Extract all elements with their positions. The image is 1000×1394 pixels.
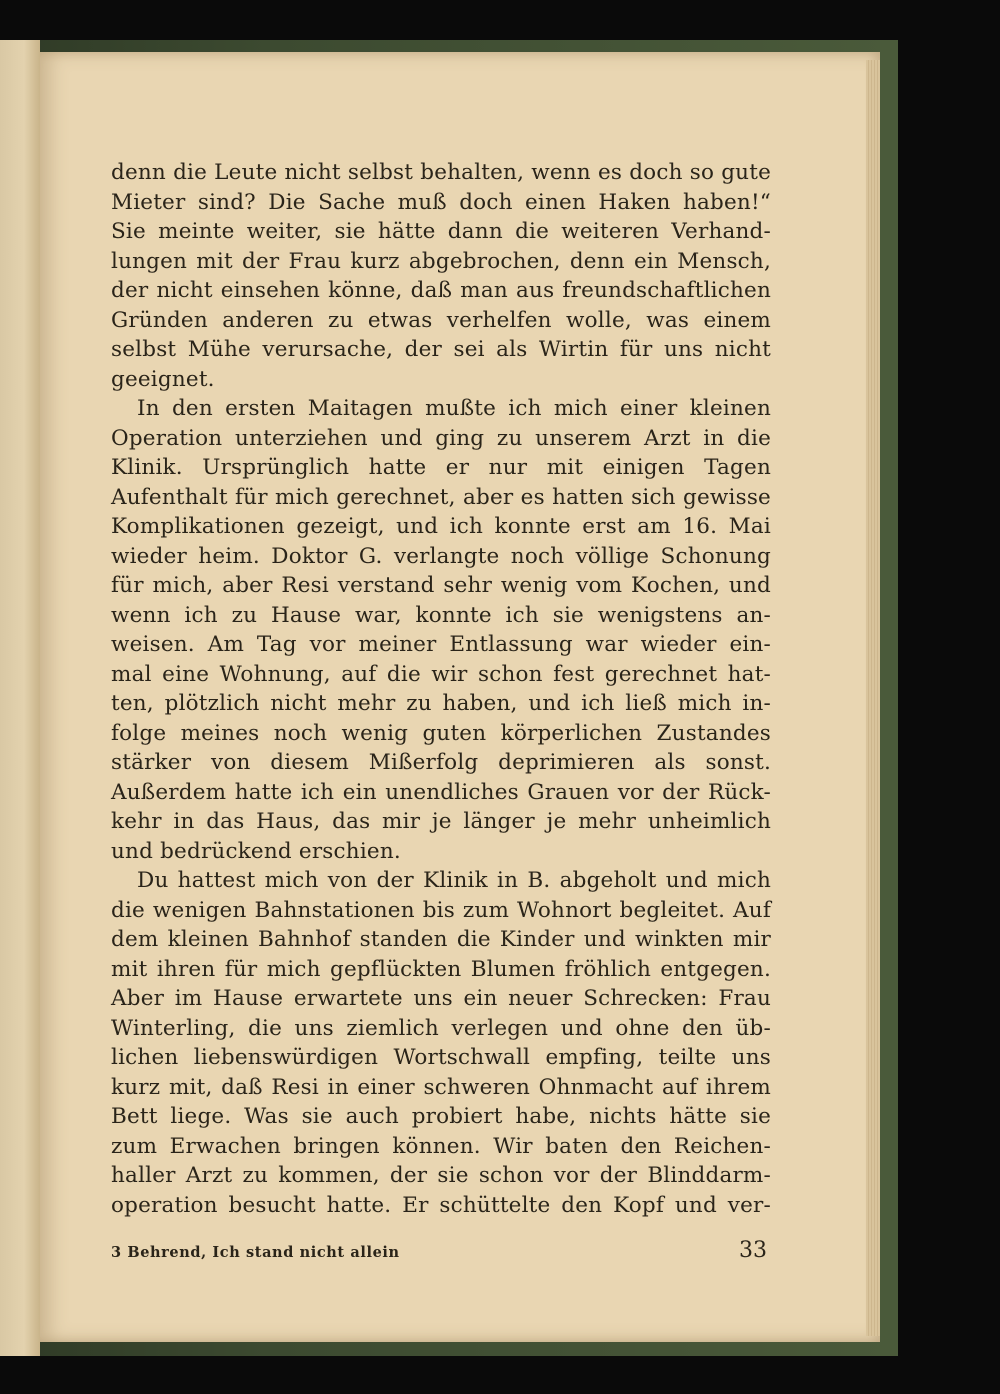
text-line: mal eine Wohnung, auf die wir schon fest gerechnet hat- — [111, 661, 771, 687]
text-line: ten, plötzlich nicht mehr zu haben, und ich ließ mich in- — [111, 691, 771, 716]
text-line: für mich, aber Resi verstand sehr wenig vom Kochen, und — [111, 573, 771, 598]
text-line: Bett liege. Was sie auch probiert habe, nichts hätte sie — [111, 1104, 771, 1129]
text-line: zum Erwachen bringen können. Wir baten den Reichen- — [111, 1133, 771, 1159]
text-line: dem kleinen Bahnhof standen die Kinder und winkten mir — [111, 927, 771, 952]
text-line: In den ersten Maitagen mußte ich mich einer kleinen — [137, 396, 771, 421]
facing-page-edge — [0, 40, 40, 1356]
page-footer — [111, 1238, 771, 1268]
text-line: geeignet. — [111, 366, 215, 392]
text-line: Komplikationen gezeigt, und ich konnte erst am 16. Mai — [111, 514, 771, 539]
text-line: Sie meinte weiter, sie hätte dann die weiteren Verhand- — [111, 219, 771, 244]
text-line: Klinik. Ursprünglich hatte er nur mit einigen Tagen — [111, 455, 771, 480]
text-line: stärker von diesem Mißerfolg deprimieren als sonst. — [111, 750, 771, 775]
text-line: weisen. Am Tag vor meiner Entlassung war wieder ein- — [111, 632, 771, 657]
text-line: Gründen anderen zu etwas verhelfen wolle, was einem — [111, 307, 771, 333]
text-line: Winterling, die uns ziemlich verlegen und ohne den üb- — [111, 1015, 771, 1041]
text-line: lungen mit der Frau kurz abgebrochen, denn ein Mensch, — [111, 248, 771, 274]
text-line: wenn ich zu Hause war, konnte ich sie wenigstens an- — [111, 602, 771, 628]
text-line: kehr in das Haus, das mir je länger je mehr unheimlich — [111, 809, 771, 834]
text-line: Mieter sind? Die Sache muß doch einen Haken haben!“ — [111, 189, 771, 215]
text-line: Aber im Hause erwartete uns ein neuer Schrecken: Frau — [111, 986, 771, 1011]
body-text — [111, 158, 771, 1220]
text-line: wieder heim. Doktor G. verlangte noch völlige Schonung — [111, 543, 771, 569]
text-line: und bedrückend erschien. — [111, 838, 401, 864]
text-line: lichen liebenswürdigen Wortschwall empfing, teilte uns — [111, 1045, 771, 1070]
page-number: 33 — [739, 1238, 767, 1263]
text-line: die wenigen Bahnstationen bis zum Wohnort begleitet. Auf — [111, 897, 771, 923]
text-line: mit ihren für mich gepflückten Blumen fröhlich entgegen. — [111, 956, 771, 982]
text-line: selbst Mühe verursache, der sei als Wirtin für uns nicht — [111, 337, 771, 362]
text-line: operation besucht hatte. Er schüttelte den Kopf und ver- — [111, 1192, 771, 1218]
printer-signature: 3 Behrend, Ich stand nicht allein — [111, 1244, 400, 1261]
text-line: der nicht einsehen könne, daß man aus freundschaftlichen — [111, 278, 771, 303]
text-line: Operation unterziehen und ging zu unserem Arzt in die — [111, 425, 771, 451]
page-stack-edge — [866, 60, 880, 1336]
text-line: Du hattest mich von der Klinik in B. abgeholt und mich — [137, 868, 771, 893]
text-line: haller Arzt zu kommen, der sie schon vor der Blinddarm- — [111, 1163, 771, 1188]
text-line: folge meines noch wenig guten körperlichen Zustandes — [111, 720, 771, 746]
text-line: kurz mit, daß Resi in einer schweren Ohnmacht auf ihrem — [111, 1074, 771, 1100]
text-line: Aufenthalt für mich gerechnet, aber es hatten sich gewisse — [111, 484, 771, 510]
text-line: Außerdem hatte ich ein unendliches Grauen vor der Rück- — [111, 779, 771, 805]
text-line: denn die Leute nicht selbst behalten, wenn es doch so gute — [111, 160, 771, 185]
